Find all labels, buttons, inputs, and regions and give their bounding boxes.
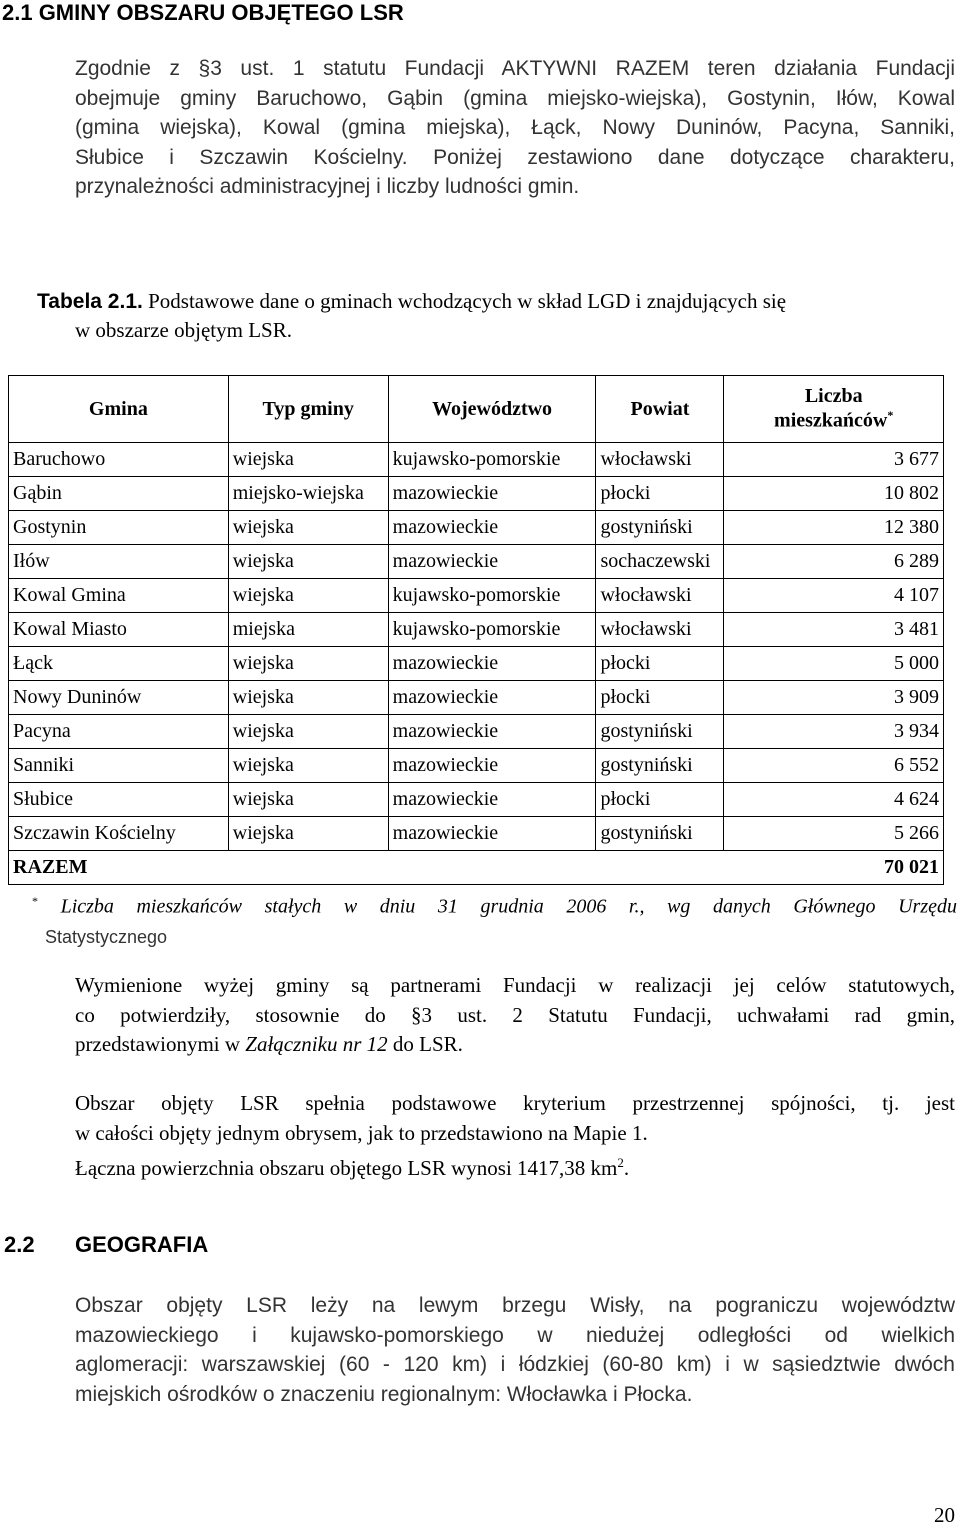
area-paragraph: [75, 1089, 955, 1184]
cell-wojewodztwo: mazowieckie: [388, 511, 596, 545]
header-liczba-line1: Liczba: [804, 385, 863, 408]
cell-gmina: Kowal Gmina: [9, 579, 229, 613]
cell-powiat: włocławski: [596, 613, 724, 647]
section-heading: 2.1 GMINY OBSZARU OBJĘTEGO LSR: [2, 0, 404, 25]
footnote-marker: *: [887, 408, 894, 423]
cell-liczba-mieszkancow: 3 909: [724, 681, 944, 715]
cell-wojewodztwo: mazowieckie: [388, 647, 596, 681]
header-liczba-mieszkancow: [724, 376, 944, 443]
annex-reference: Załączniku nr 12: [245, 1032, 388, 1056]
section-heading-geografia: [4, 1232, 208, 1258]
cell-typ-gminy: wiejska: [228, 545, 388, 579]
geografia-line: mazowieckiego i kujawsko-pomorskiego w niedużej odległości od wielkich: [75, 1323, 955, 1347]
header-liczba-line2: [728, 408, 939, 433]
cell-powiat: płocki: [596, 681, 724, 715]
geografia-line: aglomeracji: warszawskiej (60 - 120 km) i łódzkiej (60-80 km) i w sąsiedztwie dwóch: [75, 1353, 955, 1376]
area-line: Obszar objęty LSR spełnia podstawowe kryterium przestrzennej spójności, tj. jest: [75, 1091, 955, 1115]
table-footnote: [32, 886, 957, 952]
cell-wojewodztwo: mazowieckie: [388, 545, 596, 579]
area-line-3-end: .: [623, 1156, 630, 1180]
cell-typ-gminy: wiejska: [228, 783, 388, 817]
header-wojewodztwo: Województwo: [388, 376, 596, 443]
cell-powiat: płocki: [596, 647, 724, 681]
table-row: [9, 511, 944, 545]
cell-liczba-mieszkancow: 4 107: [724, 579, 944, 613]
cell-liczba-mieszkancow: 12 380: [724, 511, 944, 545]
cell-powiat: włocławski: [596, 579, 724, 613]
cell-wojewodztwo: mazowieckie: [388, 817, 596, 851]
cell-typ-gminy: miejsko-wiejska: [228, 477, 388, 511]
cell-gmina: Słubice: [9, 783, 229, 817]
footnote-text-2: Statystycznego: [45, 926, 168, 947]
cell-powiat: gostyniński: [596, 715, 724, 749]
cell-wojewodztwo: mazowieckie: [388, 681, 596, 715]
section-number: 2.2: [4, 1232, 35, 1257]
table-row: [9, 545, 944, 579]
cell-gmina: Sanniki: [9, 749, 229, 783]
cell-gmina: Szczawin Kościelny: [9, 817, 229, 851]
table-row: [9, 477, 944, 511]
cell-liczba-mieszkancow: 3 934: [724, 715, 944, 749]
partners-line: co potwierdziły, stosownie do §3 ust. 2 Statutu Fundacji, uchwałami rad gmin,: [75, 1002, 955, 1027]
partners-line-3-pre: przedstawionymi w: [75, 1032, 246, 1056]
cell-typ-gminy: wiejska: [228, 443, 388, 477]
cell-liczba-mieszkancow: 10 802: [724, 477, 944, 511]
table-row: [9, 647, 944, 681]
header-liczba-word: mieszkańców: [774, 409, 888, 432]
cell-gmina: Pacyna: [9, 715, 229, 749]
cell-wojewodztwo: mazowieckie: [388, 477, 596, 511]
cell-wojewodztwo: kujawsko-pomorskie: [388, 443, 596, 477]
table-row: [9, 443, 944, 477]
partners-line-3-post: do LSR.: [387, 1032, 463, 1056]
cell-typ-gminy: wiejska: [228, 681, 388, 715]
cell-liczba-mieszkancow: 5 266: [724, 817, 944, 851]
partners-line-3: [75, 1030, 955, 1060]
table-caption-text: w obszarze objętym LSR.: [75, 318, 292, 342]
cell-gmina: Iłów: [9, 545, 229, 579]
cell-powiat: płocki: [596, 477, 724, 511]
cell-liczba-mieszkancow: 5 000: [724, 647, 944, 681]
cell-gmina: Łąck: [9, 647, 229, 681]
area-line-3: [75, 1148, 955, 1184]
cell-powiat: gostyniński: [596, 749, 724, 783]
footnote-text: Liczba mieszkańców stałych w dniu 31 grudnia 2006 r., wg danych Głównego Urzędu: [38, 895, 957, 918]
cell-powiat: włocławski: [596, 443, 724, 477]
cell-typ-gminy: wiejska: [228, 511, 388, 545]
cell-gmina: Baruchowo: [9, 443, 229, 477]
area-unit-superscript: 2: [617, 1155, 624, 1170]
cell-liczba-mieszkancow: 6 552: [724, 749, 944, 783]
table-row: [9, 783, 944, 817]
cell-liczba-mieszkancow: 4 624: [724, 783, 944, 817]
cell-powiat: gostyniński: [596, 511, 724, 545]
area-line: w całości objęty jednym obrysem, jak to przedstawiono na Mapie 1.: [75, 1120, 648, 1145]
cell-gmina: Gostynin: [9, 511, 229, 545]
cell-typ-gminy: wiejska: [228, 749, 388, 783]
intro-line: obejmuje gminy Baruchowo, Gąbin (gmina miejsko-wiejska), Gostynin, Iłów, Kowal: [75, 86, 955, 110]
footnote-mark: *: [32, 894, 38, 908]
page-number: 20: [934, 1503, 955, 1527]
cell-powiat: gostyniński: [596, 817, 724, 851]
cell-typ-gminy: wiejska: [228, 817, 388, 851]
intro-line: przynależności administracyjnej i liczby ludności gmin.: [75, 175, 580, 198]
geografia-line: miejskich ośrodków o znaczeniu regionalnym: Włocławka i Płocka.: [75, 1382, 693, 1406]
cell-liczba-mieszkancow: 6 289: [724, 545, 944, 579]
table-header-row: [9, 376, 944, 443]
geografia-paragraph: [75, 1291, 955, 1409]
cell-wojewodztwo: mazowieckie: [388, 715, 596, 749]
table-row: [9, 817, 944, 851]
area-line-3-text: Łączna powierzchnia obszaru objętego LSR wynosi 1417,38 km: [75, 1156, 618, 1180]
cell-typ-gminy: wiejska: [228, 715, 388, 749]
table-caption: [37, 287, 957, 345]
geografia-line: Obszar objęty LSR leży na lewym brzegu Wisły, na pograniczu województw: [75, 1294, 955, 1317]
cell-powiat: sochaczewski: [596, 545, 724, 579]
cell-gmina: Kowal Miasto: [9, 613, 229, 647]
header-gmina: Gmina: [9, 376, 229, 443]
total-value: 70 021: [724, 851, 944, 885]
table-caption-text: Podstawowe dane o gminach wchodzących w skład LGD i znajdujących się: [142, 289, 787, 313]
cell-wojewodztwo: mazowieckie: [388, 749, 596, 783]
table-row: [9, 749, 944, 783]
cell-gmina: Nowy Duninów: [9, 681, 229, 715]
cell-typ-gminy: wiejska: [228, 579, 388, 613]
cell-wojewodztwo: kujawsko-pomorskie: [388, 579, 596, 613]
table-row: [9, 715, 944, 749]
municipalities-table: [8, 375, 944, 885]
intro-paragraph: [75, 54, 955, 202]
cell-typ-gminy: wiejska: [228, 647, 388, 681]
total-label: RAZEM: [9, 851, 724, 885]
cell-wojewodztwo: kujawsko-pomorskie: [388, 613, 596, 647]
cell-wojewodztwo: mazowieckie: [388, 783, 596, 817]
table-row: [9, 613, 944, 647]
cell-powiat: płocki: [596, 783, 724, 817]
table-row: [9, 579, 944, 613]
table-total-row: [9, 851, 944, 885]
header-typ-gminy: Typ gminy: [228, 376, 388, 443]
cell-typ-gminy: miejska: [228, 613, 388, 647]
header-powiat: Powiat: [596, 376, 724, 443]
intro-line: Zgodnie z §3 ust. 1 statutu Fundacji AKTYWNI RAZEM teren działania Fundacji: [75, 57, 955, 80]
cell-liczba-mieszkancow: 3 481: [724, 613, 944, 647]
table-row: [9, 681, 944, 715]
intro-line: Słubice i Szczawin Kościelny. Poniżej zestawiono dane dotyczące charakteru,: [75, 145, 955, 169]
partners-paragraph: [75, 971, 955, 1060]
intro-line: (gmina wiejska), Kowal (gmina miejska), Łąck, Nowy Duninów, Pacyna, Sanniki,: [75, 116, 955, 139]
section-title: GEOGRAFIA: [75, 1232, 209, 1257]
partners-line: Wymienione wyżej gminy są partnerami Fundacji w realizacji jej celów statutowych,: [75, 973, 955, 997]
cell-liczba-mieszkancow: 3 677: [724, 443, 944, 477]
table-caption-label: Tabela 2.1.: [37, 290, 143, 313]
cell-gmina: Gąbin: [9, 477, 229, 511]
